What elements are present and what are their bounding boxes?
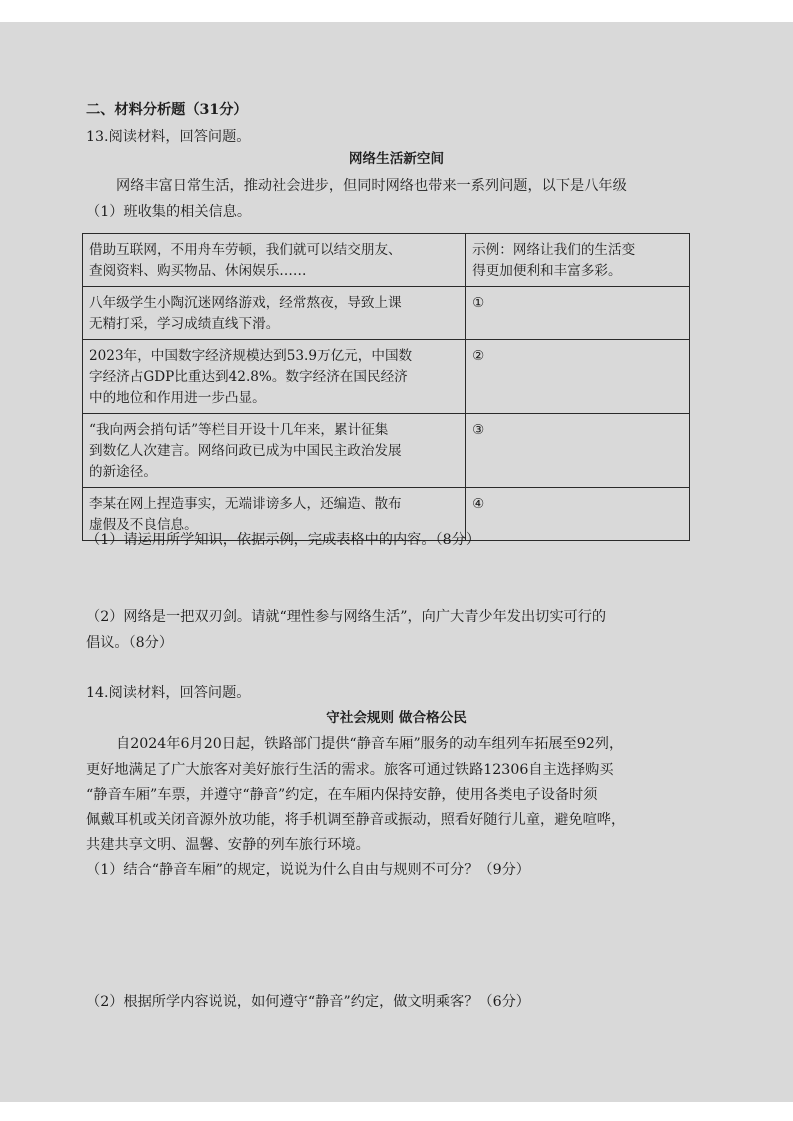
table-cell-answer — [466, 234, 690, 287]
answer-text-line: ① — [472, 295, 485, 311]
section-title: 二、材料分析题（31分） — [86, 102, 248, 118]
q13-heading: 网络生活新空间 — [348, 151, 445, 167]
material-text-line: 虚假及不良信息。 — [89, 517, 198, 533]
answer-text-line: ④ — [472, 496, 485, 512]
material-text-line: 到数亿人次建言。网络问政已成为中国民主政治发展 — [89, 443, 402, 459]
table-cell-material — [83, 234, 466, 287]
table-cell-answer — [466, 414, 690, 488]
q13-subquestion-2-line-1: （2）网络是一把双刃剑。请就“理性参与网络生活”，向广大青少年发出切实可行的 — [86, 609, 607, 625]
table-cell-material — [83, 340, 466, 414]
table-cell-answer — [466, 488, 690, 541]
material-text-line: 八年级学生小陶沉迷网络游戏，经常熬夜，导致上课 — [89, 295, 402, 311]
material-text-line: 字经济占GDP比重达到42.8%。数字经济在国民经济 — [89, 369, 408, 385]
answer-text-line: 得更加便利和丰富多彩。 — [472, 263, 622, 279]
q14-intro: 14.阅读材料，回答问题。 — [86, 685, 251, 701]
q13-intro: 13.阅读材料，回答问题。 — [86, 129, 251, 145]
q14-subquestion-2: （2）根据所学内容说说，如何遵守“静音”约定，做文明乘客？（6分） — [86, 994, 530, 1010]
q13-paragraph-line-1: 网络丰富日常生活，推动社会进步，但同时网络也带来一系列问题，以下是八年级 — [116, 178, 627, 194]
material-text-line: 2023年，中国数字经济规模达到53.9万亿元，中国数 — [89, 348, 413, 364]
table-cell-material — [83, 287, 466, 340]
material-text-line: 中的地位和作用进一步凸显。 — [89, 390, 266, 406]
table-cell-material — [83, 414, 466, 488]
q13-info-table — [82, 233, 690, 541]
q14-paragraph-line-1: 自2024年6月20日起，铁路部门提供“静音车厢”服务的动车组列车拓展至92列， — [116, 736, 624, 752]
q13-subquestion-1: （1）请运用所学知识，依据示例，完成表格中的内容。（8分） — [86, 532, 481, 548]
q13-subquestion-2-line-2: 倡议。（8分） — [86, 635, 174, 651]
answer-text-line: ③ — [472, 422, 485, 438]
material-text-line: 借助互联网，不用舟车劳顿，我们就可以结交朋友、 — [89, 242, 402, 258]
material-text-line: 李某在网上捏造事实，无端诽谤多人，还编造、散布 — [89, 496, 402, 512]
table-cell-answer — [466, 340, 690, 414]
material-text-line: “我向两会捎句话”等栏目开设十几年来，累计征集 — [89, 422, 389, 438]
material-text-line: 的新途径。 — [89, 464, 157, 480]
q14-paragraph-line-4: 佩戴耳机或关闭音源外放功能，将手机调至静音或振动，照看好随行儿童，避免喧哗， — [86, 812, 626, 828]
q14-heading: 守社会规则 做合格公民 — [326, 710, 467, 726]
table-row — [83, 287, 690, 340]
table-row — [83, 340, 690, 414]
answer-text-line: 示例：网络让我们的生活变 — [472, 242, 636, 258]
q13-paragraph-line-2: （1）班收集的相关信息。 — [86, 204, 252, 220]
q14-subquestion-1: （1）结合“静音车厢”的规定，说说为什么自由与规则不可分？（9分） — [86, 862, 530, 878]
material-text-line: 查阅资料、购买物品、休闲娱乐…… — [89, 263, 307, 279]
q14-paragraph-line-3: “静音车厢”车票，并遵守“静音”约定，在车厢内保持安静，使用各类电子设备时须 — [86, 787, 598, 803]
material-text-line: 无精打采，学习成绩直线下滑。 — [89, 316, 280, 332]
table-row — [83, 234, 690, 287]
q14-paragraph-line-5: 共建共享文明、温馨、安静的列车旅行环境。 — [86, 837, 370, 853]
table-row — [83, 414, 690, 488]
table-cell-answer — [466, 287, 690, 340]
answer-text-line: ② — [472, 348, 485, 364]
q14-paragraph-line-2: 更好地满足了广大旅客对美好旅行生活的需求。旅客可通过铁路12306自主选择购买 — [86, 762, 614, 778]
